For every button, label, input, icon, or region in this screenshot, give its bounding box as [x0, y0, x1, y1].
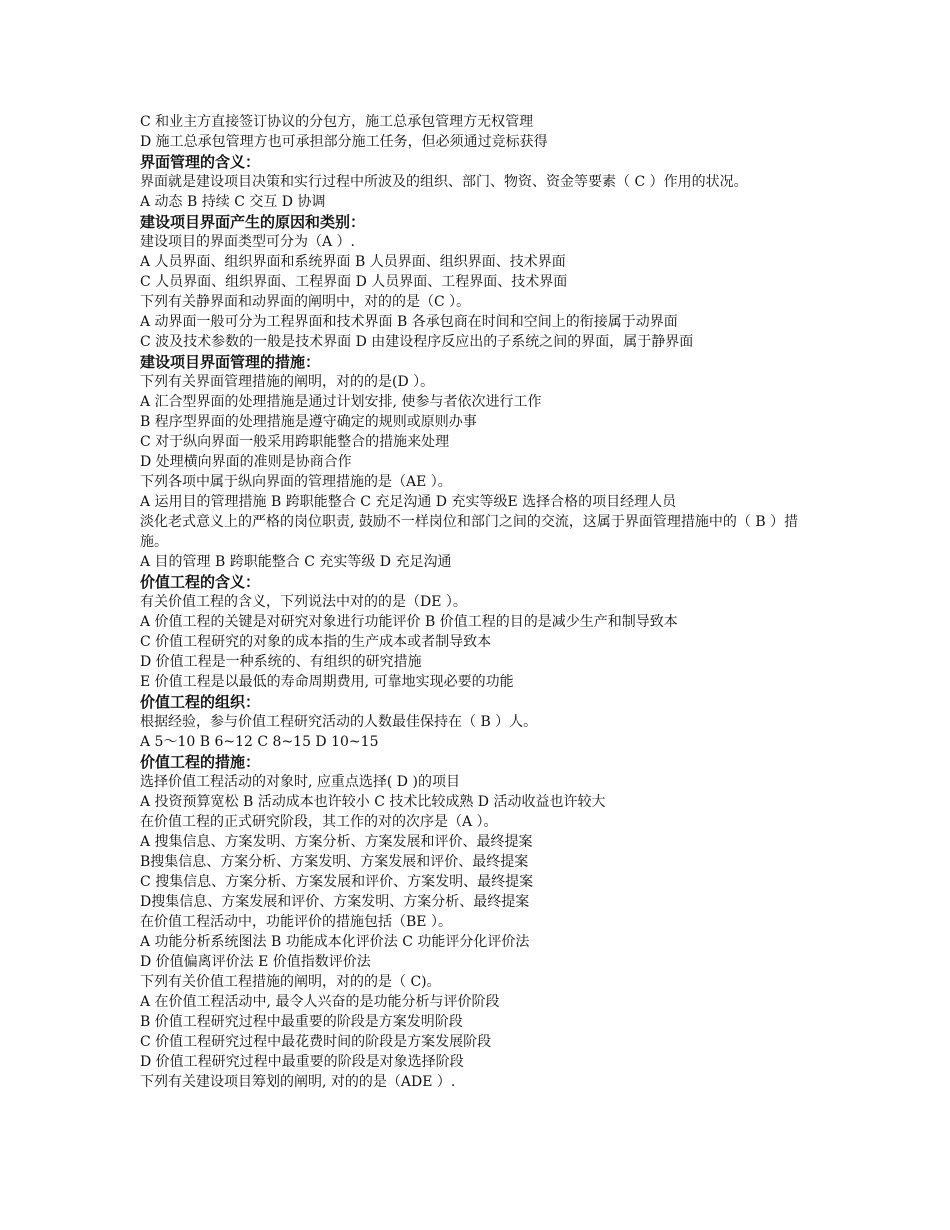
text-line: 下列有关静界面和动界面的阐明中，对的的是（C ）。 — [140, 294, 471, 310]
text-line: A 价值工程的关键是对研究对象进行功能评价 B 价值工程的目的是减少生产和制导致本 — [140, 614, 678, 630]
text-line: 选择价值工程活动的对象时, 应重点选择( D )的项目 — [140, 774, 460, 790]
text-line: D 价值偏离评价法 E 价值指数评价法 — [140, 954, 371, 970]
text-line: 下列有关价值工程措施的阐明，对的的是（ C)。 — [140, 974, 441, 990]
text-line: E 价值工程是以最低的寿命周期费用, 可靠地实现必要的功能 — [140, 674, 514, 690]
section-heading: 界面管理的含义： — [140, 153, 261, 171]
text-line: 建设项目的界面类型可分为（A ）. — [140, 234, 356, 250]
text-line: A 功能分析系统图法 B 功能成本化评价法 C 功能评分化评价法 — [140, 934, 530, 950]
text-line: C 波及技术参数的一般是技术界面 D 由建设程序反应出的子系统之间的界面，属于静界面 — [140, 334, 694, 350]
section-heading: 价值工程的含义： — [140, 573, 261, 591]
text-line: 下列有关建设项目筹划的阐明, 对的的是（ADE ）. — [140, 1074, 456, 1090]
text-line: A 目的管理 B 跨职能整合 C 充实等级 D 充足沟通 — [140, 554, 452, 570]
text-line: 下列各项中属于纵向界面的管理措施的是（AE ）。 — [140, 474, 452, 490]
text-line: D 施工总承包管理方也可承担部分施工任务，但必须通过竞标获得 — [140, 134, 548, 150]
section-heading: 建设项目界面管理的措施： — [140, 353, 321, 371]
text-line: B 价值工程研究过程中最重要的阶段是方案发明阶段 — [140, 1014, 463, 1030]
text-line: B 程序型界面的处理措施是遵守确定的规则或原则办事 — [140, 414, 477, 430]
text-line: C 价值工程研究过程中最花费时间的阶段是方案发展阶段 — [140, 1034, 492, 1050]
document-page — [140, 112, 820, 1092]
section-heading: 价值工程的组织： — [140, 693, 261, 711]
text-line: C 搜集信息、方案分析、方案发展和评价、方案发明、最终提案 — [140, 874, 534, 890]
text-line: D搜集信息、方案发展和评价、方案发明、方案分析、最终提案 — [140, 894, 530, 910]
text-line: A 5～10 B 6~12 C 8~15 D 10~15 — [140, 734, 379, 750]
text-line: A 动界面一般可分为工程界面和技术界面 B 各承包商在时间和空间上的衔接属于动界面 — [140, 314, 678, 330]
text-line: 下列有关界面管理措施的阐明，对的的是(D ）。 — [140, 374, 435, 390]
paragraph-line: 淡化老式意义上的严格的岗位职责, 鼓励不一样岗位和部门之间的交流，这属于界面管理措施中的（ B ）措施。 — [140, 514, 799, 550]
text-line: A 投资预算宽松 B 活动成本也许较小 C 技术比较成熟 D 活动收益也许较大 — [140, 794, 606, 810]
text-line: C 价值工程研究的对象的成本指的生产成本或者制导致本 — [140, 634, 492, 650]
text-line: C 人员界面、组织界面、工程界面 D 人员界面、工程界面、技术界面 — [140, 274, 568, 290]
text-line: 在价值工程的正式研究阶段，其工作的对的次序是（A ）。 — [140, 814, 498, 830]
text-line: A 动态 B 持续 C 交互 D 协调 — [140, 194, 326, 210]
paragraph-line: 界面就是建设项目决策和实行过程中所波及的组织、部门、物资、资金等要素（ C ）作用的状况。 — [140, 174, 748, 190]
text-line: B搜集信息、方案分析、方案发明、方案发展和评价、最终提案 — [140, 854, 529, 870]
text-line: D 处理横向界面的准则是协商合作 — [140, 454, 352, 470]
text-line: A 汇合型界面的处理措施是通过计划安排, 使参与者依次进行工作 — [140, 394, 542, 410]
text-line: D 价值工程是一种系统的、有组织的研究措施 — [140, 654, 422, 670]
text-line: D 价值工程研究过程中最重要的阶段是对象选择阶段 — [140, 1054, 464, 1070]
text-line: 有关价值工程的含义，下列说法中对的的是（DE ）。 — [140, 594, 467, 610]
section-heading: 建设项目界面产生的原因和类别： — [140, 213, 366, 231]
text-line: 在价值工程活动中，功能评价的措施包括（BE ）。 — [140, 914, 452, 930]
text-line: A 人员界面、组织界面和系统界面 B 人员界面、组织界面、技术界面 — [140, 254, 566, 270]
text-line: 根据经验，参与价值工程研究活动的人数最佳保持在（ B ）人。 — [140, 714, 538, 730]
text-line: C 和业主方直接签订协议的分包方，施工总承包管理方无权管理 — [140, 114, 534, 130]
text-line: A 运用目的管理措施 B 跨职能整合 C 充足沟通 D 充实等级E 选择合格的项目经理人员 — [140, 494, 677, 510]
section-heading: 价值工程的措施： — [140, 753, 261, 771]
text-line: A 搜集信息、方案发明、方案分析、方案发展和评价、最终提案 — [140, 834, 533, 850]
text-line: C 对于纵向界面一般采用跨职能整合的措施来处理 — [140, 434, 450, 450]
text-line: A 在价值工程活动中, 最令人兴奋的是功能分析与评价阶段 — [140, 994, 500, 1010]
